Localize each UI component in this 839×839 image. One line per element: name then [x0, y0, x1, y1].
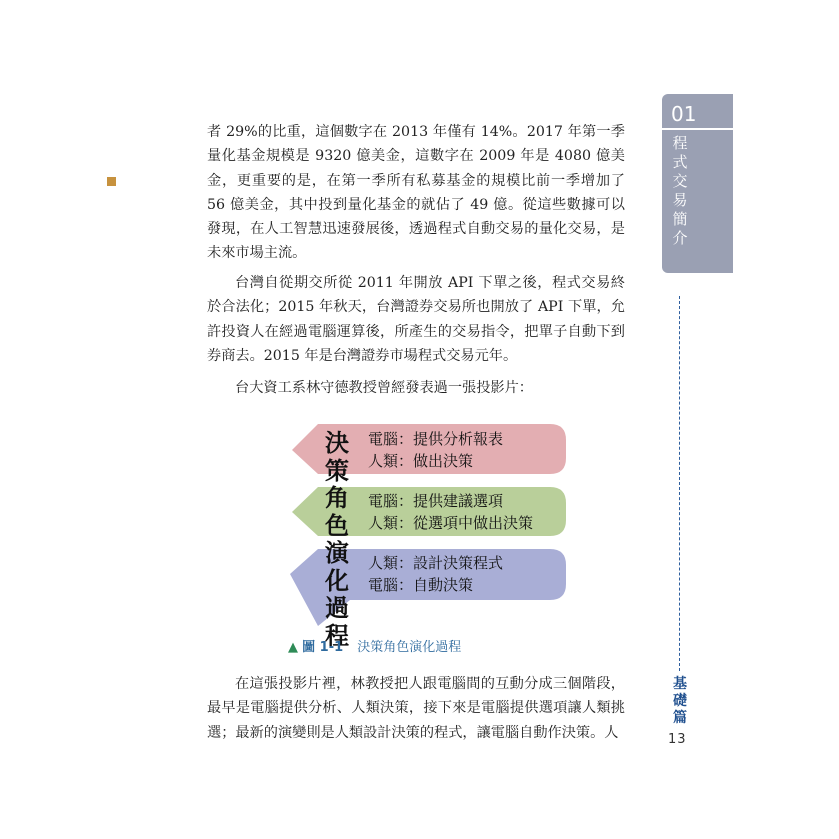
diagram-row-1 [368, 428, 503, 472]
paragraph-4: 在這張投影片裡，林教授把人跟電腦間的互動分成三個階段，最早是電腦提供分析、人類決策，接下來是電腦提供選項讓人類挑選；最新的演變則是人類設計決策的程式，讓電腦自動作決策。人 [207, 676, 625, 741]
figure-caption [288, 636, 461, 655]
row1-line1: 電腦：提供分析報表 [368, 430, 504, 448]
chapter-number: 01 [662, 94, 733, 130]
caption-text: 決策角色演化過程 [357, 640, 462, 655]
diagram-row-2 [368, 490, 533, 534]
row2-line2: 人類：從選項中做出決策 [368, 514, 534, 532]
sidebar-dashed-line [679, 296, 680, 671]
paragraph-3: 台大資工系林守德教授曾經發表過一張投影片： [235, 380, 533, 396]
chapter-tab [662, 94, 733, 273]
paragraph-1: 者 29%的比重，這個數字在 2013 年僅有 14%。2017 年第一季量化基金規模是 9320 億美金，這數字在 2009 年是 4080 億美金，更重要的是，在第一季所有私募基金的規模比前一季增加了 56 億美金，其中投到量化基金的就佔了 49 億。從這些數據可以發現，在人工智慧迅速發展後，透過程式自動交易的量化交易，是未來市場主流。 [207, 124, 625, 262]
row3-line2: 電腦：自動決策 [368, 576, 474, 594]
figure-label: 圖 1-1 [302, 640, 344, 655]
page-number: 13 [668, 732, 687, 747]
row2-line1: 電腦：提供建議選項 [368, 492, 504, 510]
caption-triangle-icon: ▲ [288, 640, 298, 655]
row1-line2: 人類：做出決策 [368, 452, 474, 470]
section-label: 基礎篇 [673, 676, 687, 726]
chapter-title: 程式交易簡介 [672, 134, 688, 247]
diagram-vertical-title: 決策角色演化過程 [325, 429, 349, 650]
diagram-row-3 [368, 552, 503, 596]
section-marker [107, 177, 116, 186]
paragraph-2: 台灣自從期交所從 2011 年開放 API 下單之後，程式交易終於合法化；2015 年秋天，台灣證券交易所也開放了 API 下單，允許投資人在經過電腦運算後，所產生的交易指令，把單子自動下到券商去。2015 年是台灣證券市場程式交易元年。 [207, 275, 625, 364]
row3-line1: 人類：設計決策程式 [368, 554, 504, 572]
